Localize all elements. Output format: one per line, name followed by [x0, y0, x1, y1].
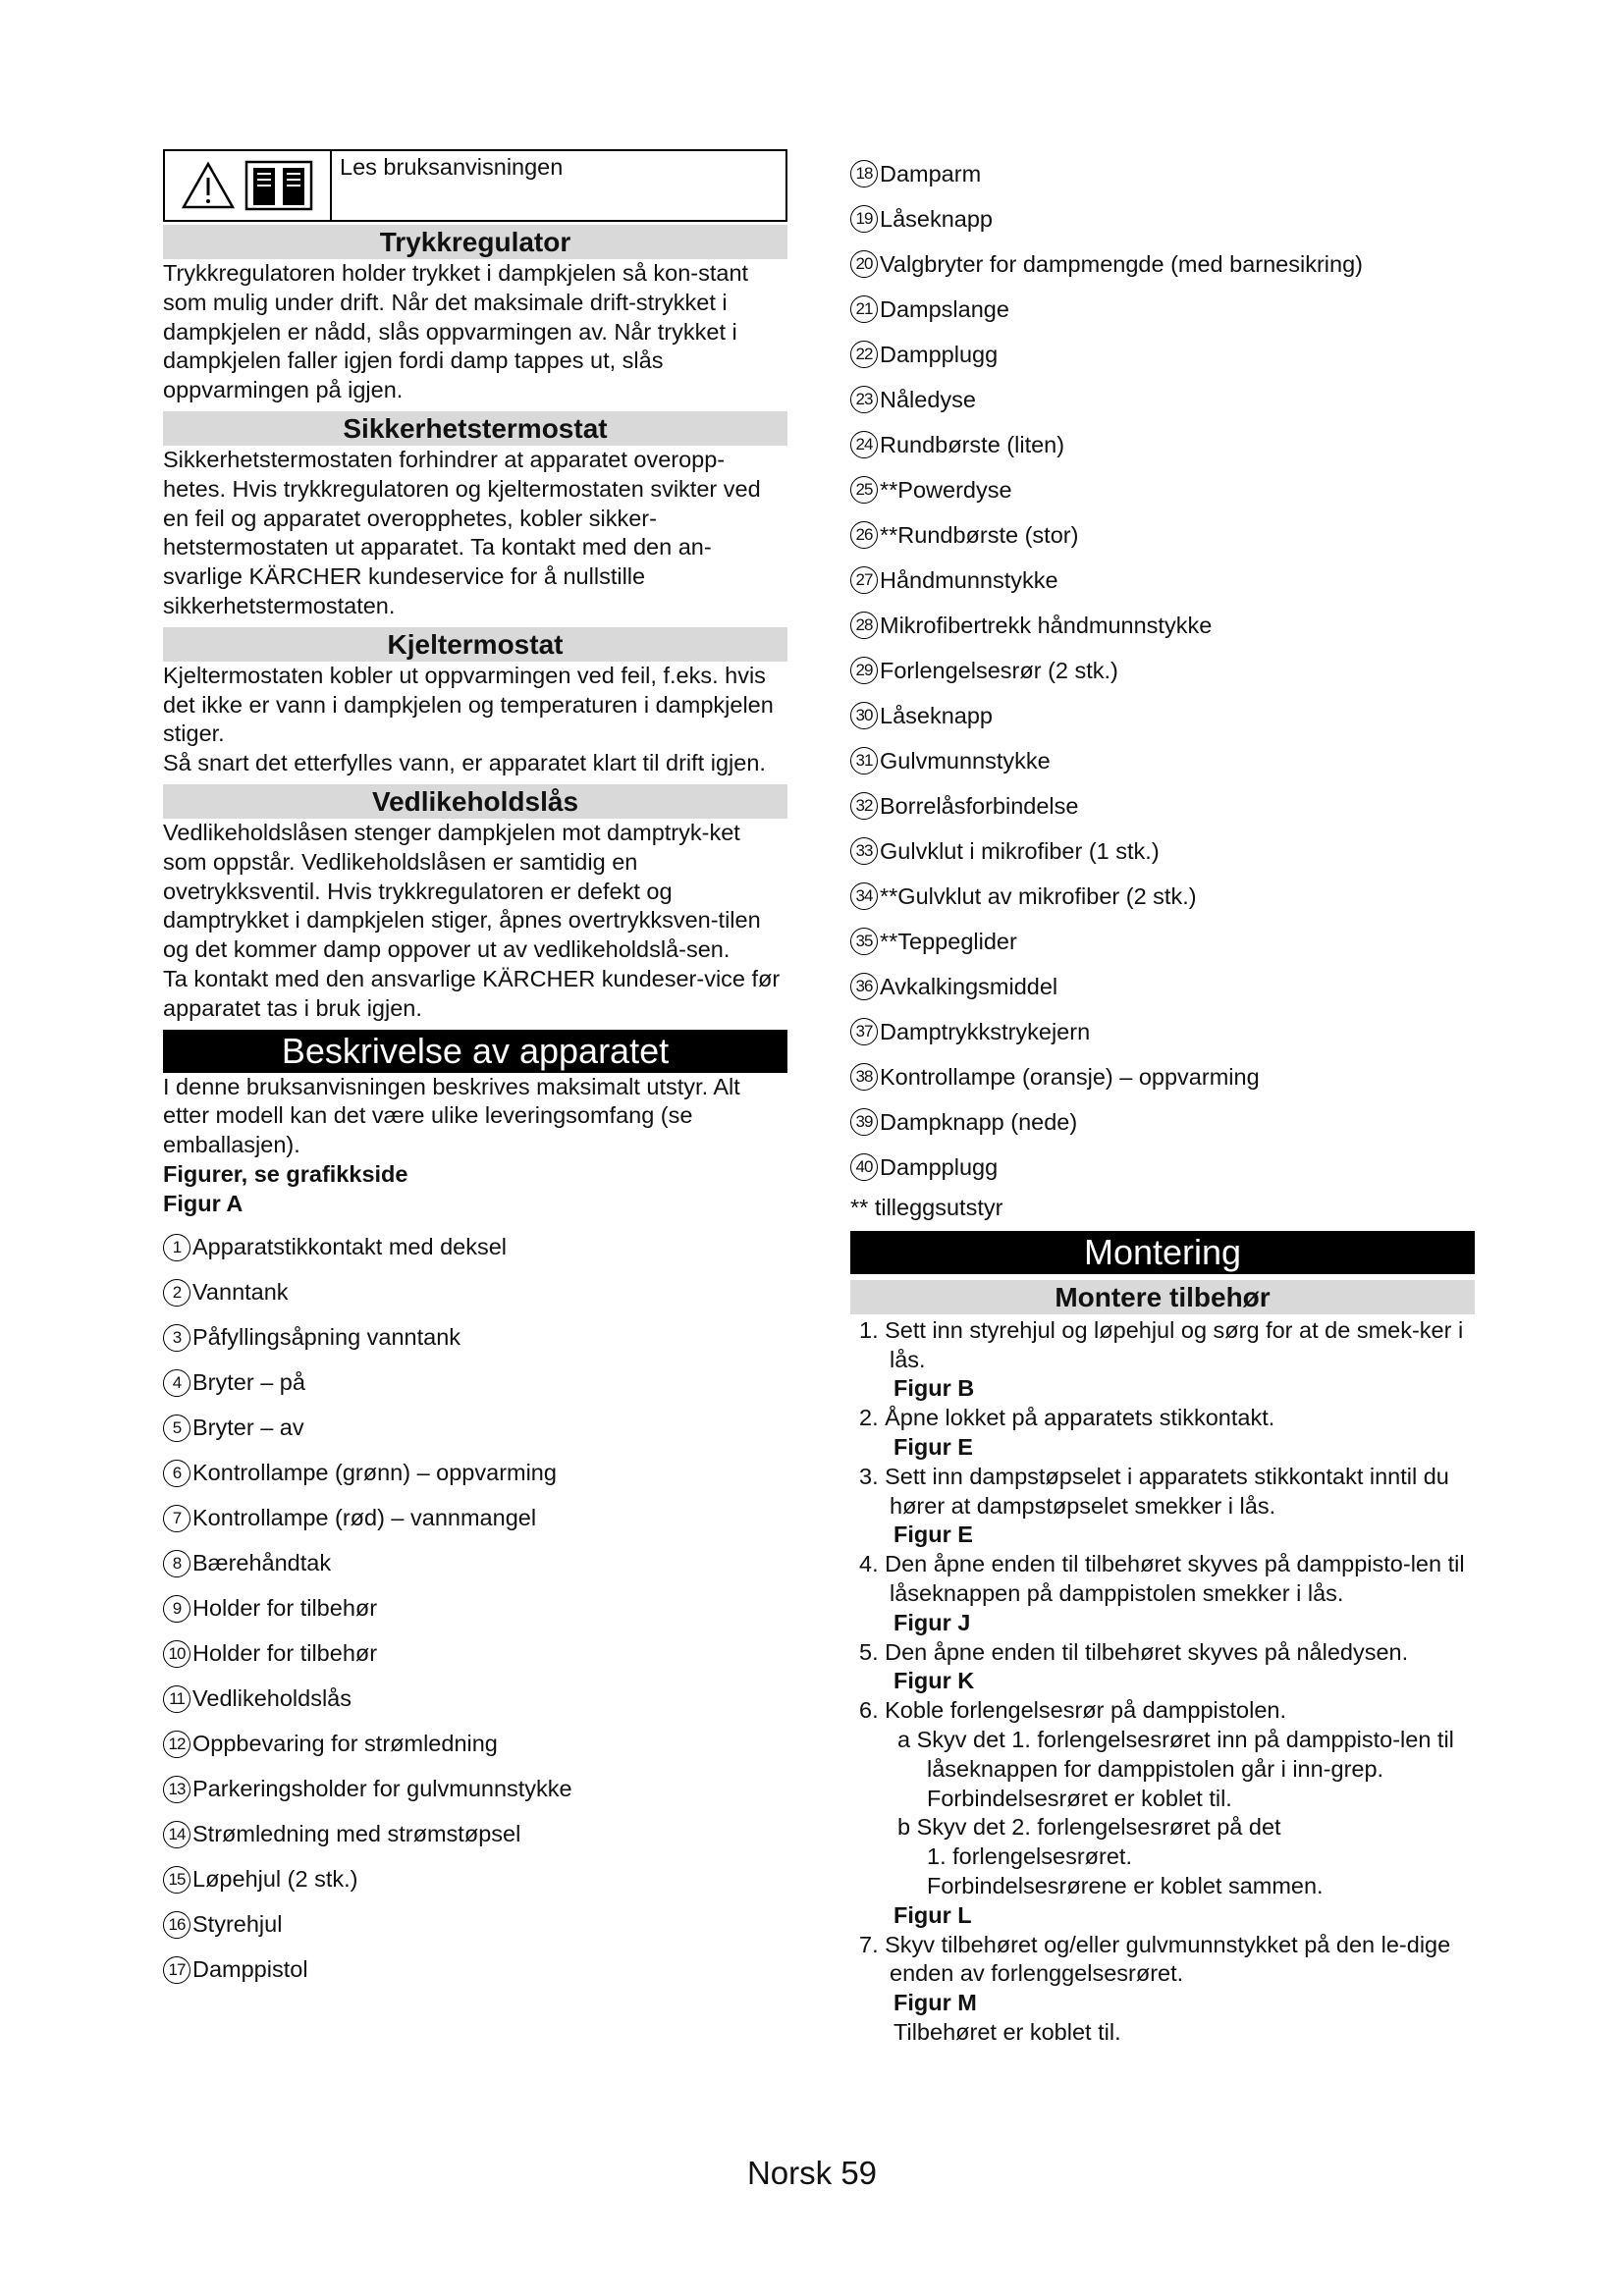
part-number-badge: 24 [850, 431, 878, 458]
part-number-badge: 28 [850, 612, 878, 639]
part-item [163, 1315, 787, 1361]
step-figure: Figur B [893, 1375, 975, 1402]
part-item [850, 1009, 1475, 1054]
part-number-badge: 2 [163, 1279, 190, 1307]
part-number-badge: 34 [850, 882, 878, 910]
part-label: Borrelåsforbindelse [880, 792, 1079, 819]
part-item [850, 603, 1475, 648]
left-column [163, 149, 787, 1993]
part-number-badge: 19 [850, 205, 878, 233]
part-item [850, 512, 1475, 558]
step-figure: Figur E [893, 1522, 973, 1548]
parts-list-left [163, 1225, 787, 1993]
accessory-note: ** tilleggsutstyr [850, 1195, 1003, 1220]
part-label: Damparm [880, 160, 982, 187]
part-label: Dampknapp (nede) [880, 1108, 1078, 1135]
part-label: Avkalkingsmiddel [880, 973, 1058, 999]
part-label: Parkeringsholder for gulvmunnstykke [192, 1776, 572, 1802]
part-label: Kontrollampe (rød) – vannmangel [192, 1505, 537, 1531]
section-title-beskrivelse: Beskrivelse av apparatet [163, 1030, 787, 1073]
part-item [163, 1496, 787, 1541]
part-item [850, 151, 1475, 196]
part-number-badge: 14 [163, 1821, 190, 1848]
step-6-b-cont: 1. forlengelsesrøret. [927, 1843, 1132, 1870]
step-7-result: Tilbehøret er koblet til. [893, 2018, 1121, 2045]
part-item [850, 738, 1475, 783]
part-number-badge: 26 [850, 521, 878, 549]
part-label: Vedlikeholdslås [192, 1685, 352, 1712]
part-number-badge: 1 [163, 1234, 190, 1261]
part-item [163, 1270, 787, 1315]
sikkerhetstermostat-text: Sikkerhetstermostaten forhindrer at apparatet overopp-hetes. Hvis trykkregulatoren og kjeltermostaten svikter ved en feil og apparatet overopphetes, kobler sikker-hetstermostaten ut apparatet. Ta kontakt med den an-svarlige KÄRCHER kundeservice for å nullstille sikkerhetstermostaten. [163, 446, 761, 618]
part-label: Kontrollampe (grønn) – oppvarming [192, 1460, 557, 1486]
part-number-badge: 35 [850, 928, 878, 955]
manual-book-icon [244, 158, 314, 213]
part-item [850, 874, 1475, 919]
part-number-badge: 10 [163, 1640, 190, 1668]
step-text: 3. Sett inn dampstøpselet i apparatets stikkontakt inntil du hører at dampstøpselet smekker i lås. [859, 1463, 1449, 1519]
warning-box [163, 149, 787, 222]
part-item [850, 693, 1475, 738]
part-number-badge: 8 [163, 1550, 190, 1577]
step-6-a: a Skyv det 1. forlengelsesrøret inn på damppisto-len til låseknappen for damppistolen går i inn-grep. [897, 1726, 1454, 1782]
section-title-vedlikeholdslas: Vedlikeholdslås [163, 784, 787, 819]
part-label: Forlengelsesrør (2 stk.) [880, 657, 1118, 683]
part-label: Damppistol [192, 1956, 308, 1983]
part-label: Håndmunnstykke [880, 566, 1058, 593]
part-item [850, 1145, 1475, 1190]
part-item [850, 287, 1475, 332]
part-item [850, 422, 1475, 467]
part-item [850, 377, 1475, 422]
step-figure: Figur J [893, 1609, 971, 1635]
part-label: Dampslange [880, 295, 1009, 322]
part-number-badge: 40 [850, 1153, 878, 1181]
part-label: Bryter – av [192, 1415, 304, 1441]
part-label: Rundbørste (liten) [880, 431, 1065, 457]
part-label: **Teppeglider [880, 928, 1017, 954]
part-item [850, 828, 1475, 874]
part-number-badge: 12 [163, 1731, 190, 1758]
part-item [163, 1722, 787, 1767]
warning-icons [165, 151, 332, 220]
part-number-badge: 30 [850, 702, 878, 729]
montering-steps [850, 1316, 1475, 1696]
vedlikeholdslas-text-2: Ta kontakt med den ansvarlige KÄRCHER kundeser-vice før apparatet tas i bruk igjen. [163, 965, 781, 1021]
part-number-badge: 11 [163, 1685, 190, 1713]
part-number-badge: 20 [850, 250, 878, 278]
vedlikeholdslas-text-1: Vedlikeholdslåsen stenger dampkjelen mot damptryk-ket som oppstår. Vedlikeholdslåsen er samtidig en ovetrykksventil. Hvis trykkregulatoren er defekt og damptrykket i dampkjelen stiger, åpnes overtrykksven-tilen og det kommer damp oppover ut av vedlikeholdslå-sen. [163, 819, 761, 963]
part-number-badge: 22 [850, 341, 878, 368]
figure-a-label: Figur A [163, 1190, 244, 1216]
part-label: Påfyllingsåpning vanntank [192, 1324, 461, 1351]
part-item [163, 1677, 787, 1722]
part-number-badge: 36 [850, 973, 878, 1000]
part-item [163, 1586, 787, 1631]
part-item [163, 1361, 787, 1406]
part-label: Løpehjul (2 stk.) [192, 1866, 358, 1893]
part-item [850, 648, 1475, 693]
part-number-badge: 13 [163, 1776, 190, 1803]
section-title-kjeltermostat: Kjeltermostat [163, 627, 787, 662]
part-label: Mikrofibertrekk håndmunnstykke [880, 612, 1213, 638]
part-label: Holder for tilbehør [192, 1640, 378, 1667]
part-label: Gulvmunnstykke [880, 747, 1051, 774]
part-number-badge: 37 [850, 1018, 878, 1045]
part-item [850, 241, 1475, 287]
part-item [850, 1099, 1475, 1145]
kjeltermostat-text-1: Kjeltermostaten kobler ut oppvarmingen ved feil, f.eks. hvis det ikke er vann i dampkjelen og temperaturen i dampkjelen stiger. [163, 662, 774, 747]
part-item [850, 964, 1475, 1009]
step-6-b-result: Forbindelsesrørene er koblet sammen. [927, 1872, 1324, 1898]
part-label: Strømledning med strømstøpsel [192, 1821, 521, 1847]
part-item [163, 1451, 787, 1496]
section-title-trykkregulator: Trykkregulator [163, 225, 787, 259]
part-item [850, 467, 1475, 512]
part-number-badge: 21 [850, 295, 878, 323]
step-7-text: 7. Skyv tilbehøret og/eller gulvmunnstykket på den le-dige enden av forlenggelsesrøret. [859, 1931, 1451, 1987]
part-item [163, 1767, 787, 1812]
part-number-badge: 4 [163, 1369, 190, 1397]
part-item [850, 558, 1475, 603]
part-item [163, 1541, 787, 1586]
step-figure: Figur E [893, 1433, 973, 1460]
part-item [850, 919, 1475, 964]
part-item [163, 1902, 787, 1948]
part-label: **Powerdyse [880, 476, 1012, 503]
section-title-sikkerhetstermostat: Sikkerhetstermostat [163, 411, 787, 446]
part-label: Damptrykkstrykejern [880, 1018, 1091, 1044]
footer-language: Norsk [746, 2155, 833, 2191]
part-number-badge: 27 [850, 566, 878, 594]
part-item [163, 1857, 787, 1902]
part-label: **Gulvklut av mikrofiber (2 stk.) [880, 882, 1197, 909]
part-number-badge: 16 [163, 1911, 190, 1939]
part-number-badge: 18 [850, 160, 878, 187]
figures-note: Figurer, se grafikkside [163, 1160, 408, 1187]
step-6-b: b Skyv det 2. forlengelsesrøret på det [897, 1814, 1281, 1841]
part-number-badge: 38 [850, 1063, 878, 1091]
part-label: Nåledyse [880, 386, 976, 412]
section-title-montere-tilbehor: Montere tilbehør [850, 1280, 1475, 1314]
part-item [163, 1225, 787, 1270]
part-item [163, 1406, 787, 1451]
part-label: Gulvklut i mikrofiber (1 stk.) [880, 837, 1160, 864]
step-text: 4. Den åpne enden til tilbehøret skyves på damppisto-len til låseknappen på damppistolen smekker i lås. [859, 1551, 1465, 1606]
step-text: 2. Åpne lokket på apparatets stikkontakt. [859, 1405, 1275, 1431]
part-number-badge: 31 [850, 747, 878, 774]
part-item [163, 1948, 787, 1993]
part-label: Bryter – på [192, 1369, 305, 1396]
part-number-badge: 15 [163, 1866, 190, 1894]
part-label: Apparatstikkontakt med deksel [192, 1234, 508, 1260]
parts-list-right [850, 151, 1475, 1190]
part-label: Dampplugg [880, 341, 999, 367]
step-text: 1. Sett inn styrehjul og løpehjul og sørg for at de smek-ker i lås. [859, 1316, 1464, 1372]
beskrivelse-text: I denne bruksanvisningen beskrives maksimalt utstyr. Alt etter modell kan det være ulike leveringsomfang (se emballasjen). [163, 1073, 740, 1158]
step-figure: Figur K [893, 1668, 975, 1694]
part-label: Vanntank [192, 1279, 289, 1306]
part-number-badge: 29 [850, 657, 878, 684]
step-7-figure: Figur M [893, 1990, 977, 2016]
part-number-badge: 32 [850, 792, 878, 820]
part-label: Bærehåndtak [192, 1550, 332, 1576]
part-number-badge: 3 [163, 1324, 190, 1352]
part-number-badge: 6 [163, 1460, 190, 1487]
part-number-badge: 5 [163, 1415, 190, 1442]
step-text: 5. Den åpne enden til tilbehøret skyves på nåledysen. [859, 1638, 1409, 1665]
step-6-text: 6. Koble forlengelsesrør på damppistolen. [859, 1697, 1286, 1724]
part-item [850, 1054, 1475, 1099]
part-number-badge: 17 [163, 1956, 190, 1984]
right-column [850, 151, 1475, 2048]
part-label: Låseknapp [880, 702, 993, 728]
part-label: Oppbevaring for strømledning [192, 1731, 498, 1757]
step-6-figure: Figur L [893, 1901, 972, 1928]
part-label: Låseknapp [880, 205, 993, 232]
warning-triangle-icon [181, 161, 236, 210]
part-label: Styrehjul [192, 1911, 283, 1938]
part-number-badge: 33 [850, 837, 878, 865]
part-label: Dampplugg [880, 1153, 999, 1180]
part-item [850, 332, 1475, 377]
part-number-badge: 9 [163, 1595, 190, 1623]
part-label: Valgbryter for dampmengde (med barnesikring) [880, 250, 1363, 277]
part-item [163, 1631, 787, 1677]
part-item [163, 1812, 787, 1857]
part-item [850, 196, 1475, 241]
part-label: **Rundbørste (stor) [880, 521, 1079, 548]
part-number-badge: 7 [163, 1505, 190, 1532]
trykkregulator-text: Trykkregulatoren holder trykket i dampkjelen så kon-stant som mulig under drift. Når det maksimale drift-strykket i dampkjelen er nådd, slås oppvarmingen av. Når trykket i dampkjelen faller igjen fordi damp tappes ut, slås oppvarmingen på igjen. [163, 260, 749, 403]
part-number-badge: 23 [850, 386, 878, 413]
part-number-badge: 39 [850, 1108, 878, 1136]
part-label: Holder for tilbehør [192, 1595, 378, 1622]
section-title-montering: Montering [850, 1231, 1475, 1274]
part-item [850, 783, 1475, 828]
part-number-badge: 25 [850, 476, 878, 504]
warning-text: Les bruksanvisningen [340, 154, 564, 180]
page-footer [0, 2155, 1624, 2192]
step-6-a-result: Forbindelsesrøret er koblet til. [927, 1785, 1232, 1811]
footer-page-number: 59 [840, 2155, 878, 2191]
kjeltermostat-text-2: Så snart det etterfylles vann, er apparatet klart til drift igjen. [163, 750, 766, 776]
part-label: Kontrollampe (oransje) – oppvarming [880, 1063, 1260, 1090]
